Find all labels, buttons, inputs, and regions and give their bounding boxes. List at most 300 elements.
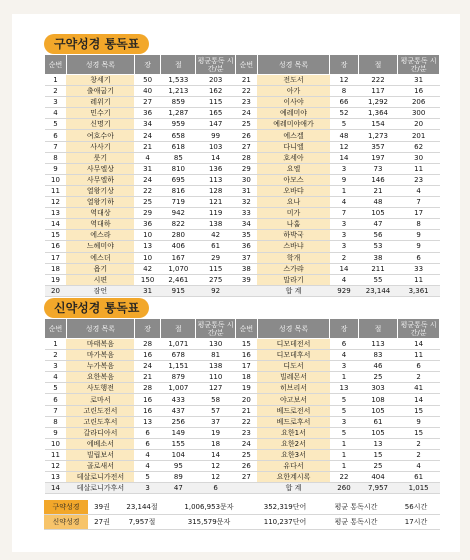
table-cell: 115 <box>196 263 236 274</box>
column-header: 평균통독 시간/분 <box>398 55 440 75</box>
table-cell: 12 <box>196 472 236 483</box>
table-cell: 14 <box>398 394 440 405</box>
table-cell: 17 <box>45 252 67 263</box>
table-cell: 11 <box>398 350 440 361</box>
table-cell: 113 <box>358 339 398 350</box>
summary-cell: 평균 통독시간 <box>320 500 392 515</box>
table-cell: 203 <box>196 75 236 86</box>
table-cell: 사사기 <box>66 141 134 152</box>
table-cell: 41 <box>398 383 440 394</box>
summary-cell: 23,144절 <box>116 500 168 515</box>
table-cell: 85 <box>161 152 196 163</box>
table-cell: 16 <box>45 241 67 252</box>
table-cell: 27 <box>235 141 257 152</box>
table-cell: 25 <box>358 461 398 472</box>
table-cell: 3,361 <box>398 285 440 296</box>
table-cell: 16 <box>134 394 160 405</box>
table-cell: 하박국 <box>257 230 329 241</box>
table-cell: 21 <box>358 185 398 196</box>
table-cell: 27 <box>134 97 160 108</box>
table-cell: 280 <box>161 230 196 241</box>
table-cell: 역대하 <box>66 219 134 230</box>
table-cell: 2 <box>45 86 67 97</box>
table-cell: 31 <box>398 75 440 86</box>
table-cell: 2 <box>398 449 440 460</box>
table-cell: 1,007 <box>161 383 196 394</box>
table-cell: 36 <box>134 108 160 119</box>
table-cell: 275 <box>196 274 236 285</box>
table-cell: 신명기 <box>66 119 134 130</box>
table-cell: 5 <box>330 427 359 438</box>
table-cell: 4 <box>330 197 359 208</box>
table-cell: 56 <box>358 230 398 241</box>
table-cell: 23 <box>398 174 440 185</box>
table-row <box>45 141 440 152</box>
table-cell: 16 <box>235 350 257 361</box>
table-cell: 로마서 <box>66 394 134 405</box>
table-cell: 에스겔 <box>257 130 329 141</box>
table-cell: 256 <box>161 416 196 427</box>
table-cell: 104 <box>161 449 196 460</box>
table-cell: 7 <box>398 197 440 208</box>
table-cell: 618 <box>161 141 196 152</box>
table-cell: 22 <box>330 472 359 483</box>
summary-cell: 구약성경 <box>44 500 88 515</box>
table-cell: 55 <box>358 274 398 285</box>
table-cell: 13 <box>45 208 67 219</box>
old-testament-body <box>45 75 440 297</box>
table-cell: 오바댜 <box>257 185 329 196</box>
table-cell: 34 <box>235 219 257 230</box>
table-cell: 아가 <box>257 86 329 97</box>
table-cell: 6 <box>134 427 160 438</box>
table-cell: 89 <box>161 472 196 483</box>
table-cell: 13 <box>358 438 398 449</box>
table-cell: 출애굽기 <box>66 86 134 97</box>
table-cell: 300 <box>398 108 440 119</box>
table-cell: 29 <box>235 163 257 174</box>
table-cell: 베드로전서 <box>257 405 329 416</box>
summary-cell: 110,237단어 <box>250 515 320 530</box>
table-cell: 929 <box>330 285 359 296</box>
table-cell: 47 <box>161 483 196 494</box>
table-cell: 9 <box>45 427 67 438</box>
table-cell: 162 <box>196 86 236 97</box>
table-row <box>45 152 440 163</box>
table-cell: 3 <box>330 163 359 174</box>
table-cell: 433 <box>161 394 196 405</box>
table-cell: 50 <box>134 75 160 86</box>
table-cell: 105 <box>358 405 398 416</box>
table-cell: 8 <box>45 416 67 427</box>
table-cell: 437 <box>161 405 196 416</box>
table-cell: 13 <box>330 383 359 394</box>
table-cell: 사무엘상 <box>66 163 134 174</box>
table-cell: 155 <box>161 438 196 449</box>
table-cell: 1 <box>330 438 359 449</box>
table-cell: 1,015 <box>398 483 440 494</box>
table-cell: 15 <box>398 405 440 416</box>
table-cell: 942 <box>161 208 196 219</box>
table-row <box>45 383 440 394</box>
table-cell: 1 <box>330 372 359 383</box>
table-cell: 2 <box>45 350 67 361</box>
table-cell: 4 <box>134 152 160 163</box>
table-cell: 4 <box>134 449 160 460</box>
table-cell: 810 <box>161 163 196 174</box>
table-cell: 14 <box>330 152 359 163</box>
table-cell: 느헤미야 <box>66 241 134 252</box>
table-cell: 24 <box>134 174 160 185</box>
table-cell: 404 <box>358 472 398 483</box>
table-cell: 4 <box>134 461 160 472</box>
table-cell: 959 <box>161 119 196 130</box>
table-cell: 37 <box>235 252 257 263</box>
table-cell: 9 <box>398 230 440 241</box>
column-header: 성경 목록 <box>66 319 134 339</box>
table-cell: 1 <box>45 339 67 350</box>
table-cell: 2 <box>330 252 359 263</box>
table-cell: 3 <box>330 416 359 427</box>
column-header: 장 <box>330 319 359 339</box>
table-cell: 34 <box>134 119 160 130</box>
table-cell: 24 <box>134 361 160 372</box>
table-cell: 23,144 <box>358 285 398 296</box>
table-cell: 9 <box>45 163 67 174</box>
table-cell: 레위기 <box>66 97 134 108</box>
table-cell: 9 <box>398 416 440 427</box>
table-cell: 3 <box>330 361 359 372</box>
table-cell: 7 <box>45 405 67 416</box>
table-cell: 14 <box>45 219 67 230</box>
table-cell: 206 <box>398 97 440 108</box>
table-cell: 학개 <box>257 252 329 263</box>
table-cell: 62 <box>398 141 440 152</box>
table-cell: 29 <box>134 208 160 219</box>
table-cell: 18 <box>45 263 67 274</box>
table-cell: 8 <box>330 86 359 97</box>
table-cell: 30 <box>398 152 440 163</box>
table-cell: 5 <box>134 472 160 483</box>
table-cell: 유다서 <box>257 461 329 472</box>
table-row <box>45 230 440 241</box>
table-cell: 1,292 <box>358 97 398 108</box>
table-row <box>45 361 440 372</box>
table-cell: 룻기 <box>66 152 134 163</box>
table-cell: 창세기 <box>66 75 134 86</box>
column-header: 순번 <box>235 55 257 75</box>
table-cell: 11 <box>398 274 440 285</box>
table-row <box>45 263 440 274</box>
table-cell: 1,364 <box>358 108 398 119</box>
column-header: 절 <box>358 319 398 339</box>
table-cell: 39 <box>235 274 257 285</box>
summary-cell: 56시간 <box>392 500 440 515</box>
table-row <box>45 185 440 196</box>
table-cell: 20 <box>235 394 257 405</box>
column-header: 평균통독 시간/분 <box>197 320 234 337</box>
table-cell: 147 <box>196 119 236 130</box>
table-row <box>45 130 440 141</box>
table-cell: 2,461 <box>161 274 196 285</box>
table-cell: 14 <box>45 483 67 494</box>
summary-cell: 평균 통독시간 <box>320 515 392 530</box>
table-cell: 15 <box>45 230 67 241</box>
table-cell: 13 <box>134 241 160 252</box>
table-cell: 미가 <box>257 208 329 219</box>
table-cell: 4 <box>398 185 440 196</box>
table-cell: 열왕기상 <box>66 185 134 196</box>
table-cell: 3 <box>330 219 359 230</box>
table-cell: 3 <box>134 483 160 494</box>
table-cell: 요나 <box>257 197 329 208</box>
table-cell: 3 <box>330 230 359 241</box>
table-cell: 5 <box>330 394 359 405</box>
table-cell: 골로새서 <box>66 461 134 472</box>
summary-row <box>44 500 440 515</box>
table-row <box>45 483 440 494</box>
table-cell: 115 <box>196 97 236 108</box>
table-cell: 38 <box>358 252 398 263</box>
table-row <box>45 416 440 427</box>
table-cell: 138 <box>196 361 236 372</box>
table-cell: 요한복음 <box>66 372 134 383</box>
table-cell: 4 <box>398 461 440 472</box>
table-cell: 121 <box>196 197 236 208</box>
table-cell: 요한3서 <box>257 449 329 460</box>
table-cell: 24 <box>235 438 257 449</box>
table-cell: 10 <box>45 438 67 449</box>
table-cell: 117 <box>358 86 398 97</box>
table-cell: 스바냐 <box>257 241 329 252</box>
table-cell: 요한계시록 <box>257 472 329 483</box>
table-cell: 여호수아 <box>66 130 134 141</box>
table-cell: 3 <box>330 241 359 252</box>
table-cell: 165 <box>196 108 236 119</box>
table-cell: 말라기 <box>257 274 329 285</box>
table-row <box>45 174 440 185</box>
table-cell: 61 <box>398 472 440 483</box>
table-cell: 베드로후서 <box>257 416 329 427</box>
table-row <box>45 97 440 108</box>
table-cell: 113 <box>196 174 236 185</box>
table-cell: 1,287 <box>161 108 196 119</box>
table-cell: 예레미야애가 <box>257 119 329 130</box>
table-cell: 66 <box>330 97 359 108</box>
table-cell: 7 <box>45 141 67 152</box>
table-cell: 8 <box>398 219 440 230</box>
summary-cell: 352,319단어 <box>250 500 320 515</box>
table-cell: 8 <box>45 152 67 163</box>
table-cell: 6 <box>134 438 160 449</box>
table-cell: 167 <box>161 252 196 263</box>
table-row <box>45 350 440 361</box>
table-cell: 108 <box>358 394 398 405</box>
table-cell: 915 <box>161 285 196 296</box>
table-cell: 디도서 <box>257 361 329 372</box>
table-cell: 7,957 <box>358 483 398 494</box>
table-cell: 33 <box>235 208 257 219</box>
table-cell: 149 <box>161 427 196 438</box>
table-cell: 다니엘 <box>257 141 329 152</box>
table-cell: 1,151 <box>161 361 196 372</box>
table-row <box>45 197 440 208</box>
table-cell: 14 <box>398 339 440 350</box>
table-cell: 4 <box>330 350 359 361</box>
column-header: 절 <box>161 319 196 339</box>
table-cell: 105 <box>358 427 398 438</box>
table-cell: 6 <box>398 361 440 372</box>
table-row <box>45 163 440 174</box>
table-cell: 5 <box>330 405 359 416</box>
table-cell: 12 <box>330 75 359 86</box>
column-header: 성경 목록 <box>66 55 134 75</box>
summary-body <box>44 500 440 530</box>
column-header: 순번 <box>235 319 257 339</box>
table-cell: 19 <box>45 274 67 285</box>
table-cell: 31 <box>235 185 257 196</box>
table-cell: 10 <box>45 174 67 185</box>
table-cell: 14 <box>330 263 359 274</box>
table-cell: 9 <box>398 241 440 252</box>
table-cell: 14 <box>196 152 236 163</box>
table-cell: 나훔 <box>257 219 329 230</box>
table-cell: 12 <box>45 197 67 208</box>
table-cell: 마가복음 <box>66 350 134 361</box>
table-cell: 35 <box>235 230 257 241</box>
table-cell: 1 <box>330 449 359 460</box>
table-cell: 디모데전서 <box>257 339 329 350</box>
table-cell: 16 <box>398 86 440 97</box>
column-header: 장 <box>134 55 160 75</box>
table-cell: 사도행전 <box>66 383 134 394</box>
summary-cell: 39권 <box>88 500 116 515</box>
table-cell: 1,213 <box>161 86 196 97</box>
table-cell: 20 <box>398 119 440 130</box>
table-row <box>45 241 440 252</box>
table-cell: 1,070 <box>161 263 196 274</box>
table-cell: 민수기 <box>66 108 134 119</box>
summary-table <box>44 500 440 530</box>
table-cell: 22 <box>134 185 160 196</box>
table-cell: 에베소서 <box>66 438 134 449</box>
table-cell: 빌립보서 <box>66 449 134 460</box>
table-cell: 28 <box>235 152 257 163</box>
table-cell: 105 <box>358 208 398 219</box>
table-cell: 357 <box>358 141 398 152</box>
table-cell: 1,071 <box>161 339 196 350</box>
table-cell: 23 <box>235 427 257 438</box>
table-cell: 22 <box>235 416 257 427</box>
table-cell: 406 <box>161 241 196 252</box>
column-header: 성경 목록 <box>257 55 329 75</box>
table-row <box>45 274 440 285</box>
table-cell: 1,273 <box>358 130 398 141</box>
column-header: 장 <box>134 319 160 339</box>
table-cell: 요한2서 <box>257 438 329 449</box>
table-cell: 61 <box>358 416 398 427</box>
table-cell: 6 <box>330 339 359 350</box>
table-cell: 42 <box>134 263 160 274</box>
summary-cell: 17시간 <box>392 515 440 530</box>
table-cell: 합 계 <box>257 285 329 296</box>
table-cell: 3 <box>45 361 67 372</box>
table-cell: 136 <box>196 163 236 174</box>
table-cell: 92 <box>196 285 236 296</box>
table-cell: 사무엘하 <box>66 174 134 185</box>
table-cell: 38 <box>235 263 257 274</box>
table-cell: 25 <box>358 372 398 383</box>
table-cell: 10 <box>134 230 160 241</box>
table-cell: 33 <box>398 263 440 274</box>
table-cell: 130 <box>196 339 236 350</box>
table-cell: 879 <box>161 372 196 383</box>
table-cell: 46 <box>358 361 398 372</box>
table-cell: 6 <box>45 394 67 405</box>
summary-cell: 315,579문자 <box>168 515 250 530</box>
column-header: 평균통독 시간/분 <box>197 56 234 73</box>
table-cell: 27 <box>235 472 257 483</box>
table-cell: 16 <box>134 350 160 361</box>
table-cell: 시편 <box>66 274 134 285</box>
table-cell: 전도서 <box>257 75 329 86</box>
table-cell: 25 <box>235 449 257 460</box>
table-cell: 19 <box>196 427 236 438</box>
table-cell: 역대상 <box>66 208 134 219</box>
table-cell: 53 <box>358 241 398 252</box>
table-cell: 21 <box>134 141 160 152</box>
table-cell: 95 <box>161 461 196 472</box>
column-header: 절 <box>358 55 398 75</box>
table-cell: 13 <box>45 472 67 483</box>
table-cell: 1 <box>45 75 67 86</box>
table-cell: 21 <box>235 405 257 416</box>
table-cell: 36 <box>235 241 257 252</box>
table-row <box>45 86 440 97</box>
table-cell: 빌레몬서 <box>257 372 329 383</box>
table-cell: 히브리서 <box>257 383 329 394</box>
summary-cell: 1,006,953문자 <box>168 500 250 515</box>
table-cell: 26 <box>235 130 257 141</box>
table-cell: 10 <box>134 252 160 263</box>
table-cell: 호세아 <box>257 152 329 163</box>
summary-cell: 신약성경 <box>44 515 88 530</box>
table-cell: 822 <box>161 219 196 230</box>
table-cell: 스가랴 <box>257 263 329 274</box>
table-cell: 13 <box>134 416 160 427</box>
table-cell: 16 <box>134 405 160 416</box>
new-testament-body <box>45 339 440 494</box>
old-testament-table <box>44 54 440 297</box>
table-cell: 28 <box>134 339 160 350</box>
table-cell: 695 <box>161 174 196 185</box>
table-cell: 예레미야 <box>257 108 329 119</box>
table-cell: 6 <box>196 483 236 494</box>
table-row <box>45 461 440 472</box>
table-cell: 36 <box>134 219 160 230</box>
table-cell: 아모스 <box>257 174 329 185</box>
table-cell: 30 <box>235 174 257 185</box>
column-header: 평균통독 시간/분 <box>398 319 440 339</box>
table-cell: 1 <box>330 461 359 472</box>
table-cell: 99 <box>196 130 236 141</box>
table-cell: 119 <box>196 208 236 219</box>
column-header: 장 <box>330 55 359 75</box>
table-cell: 24 <box>235 108 257 119</box>
column-header: 순번 <box>45 55 67 75</box>
table-cell: 47 <box>358 219 398 230</box>
table-cell: 26 <box>235 461 257 472</box>
